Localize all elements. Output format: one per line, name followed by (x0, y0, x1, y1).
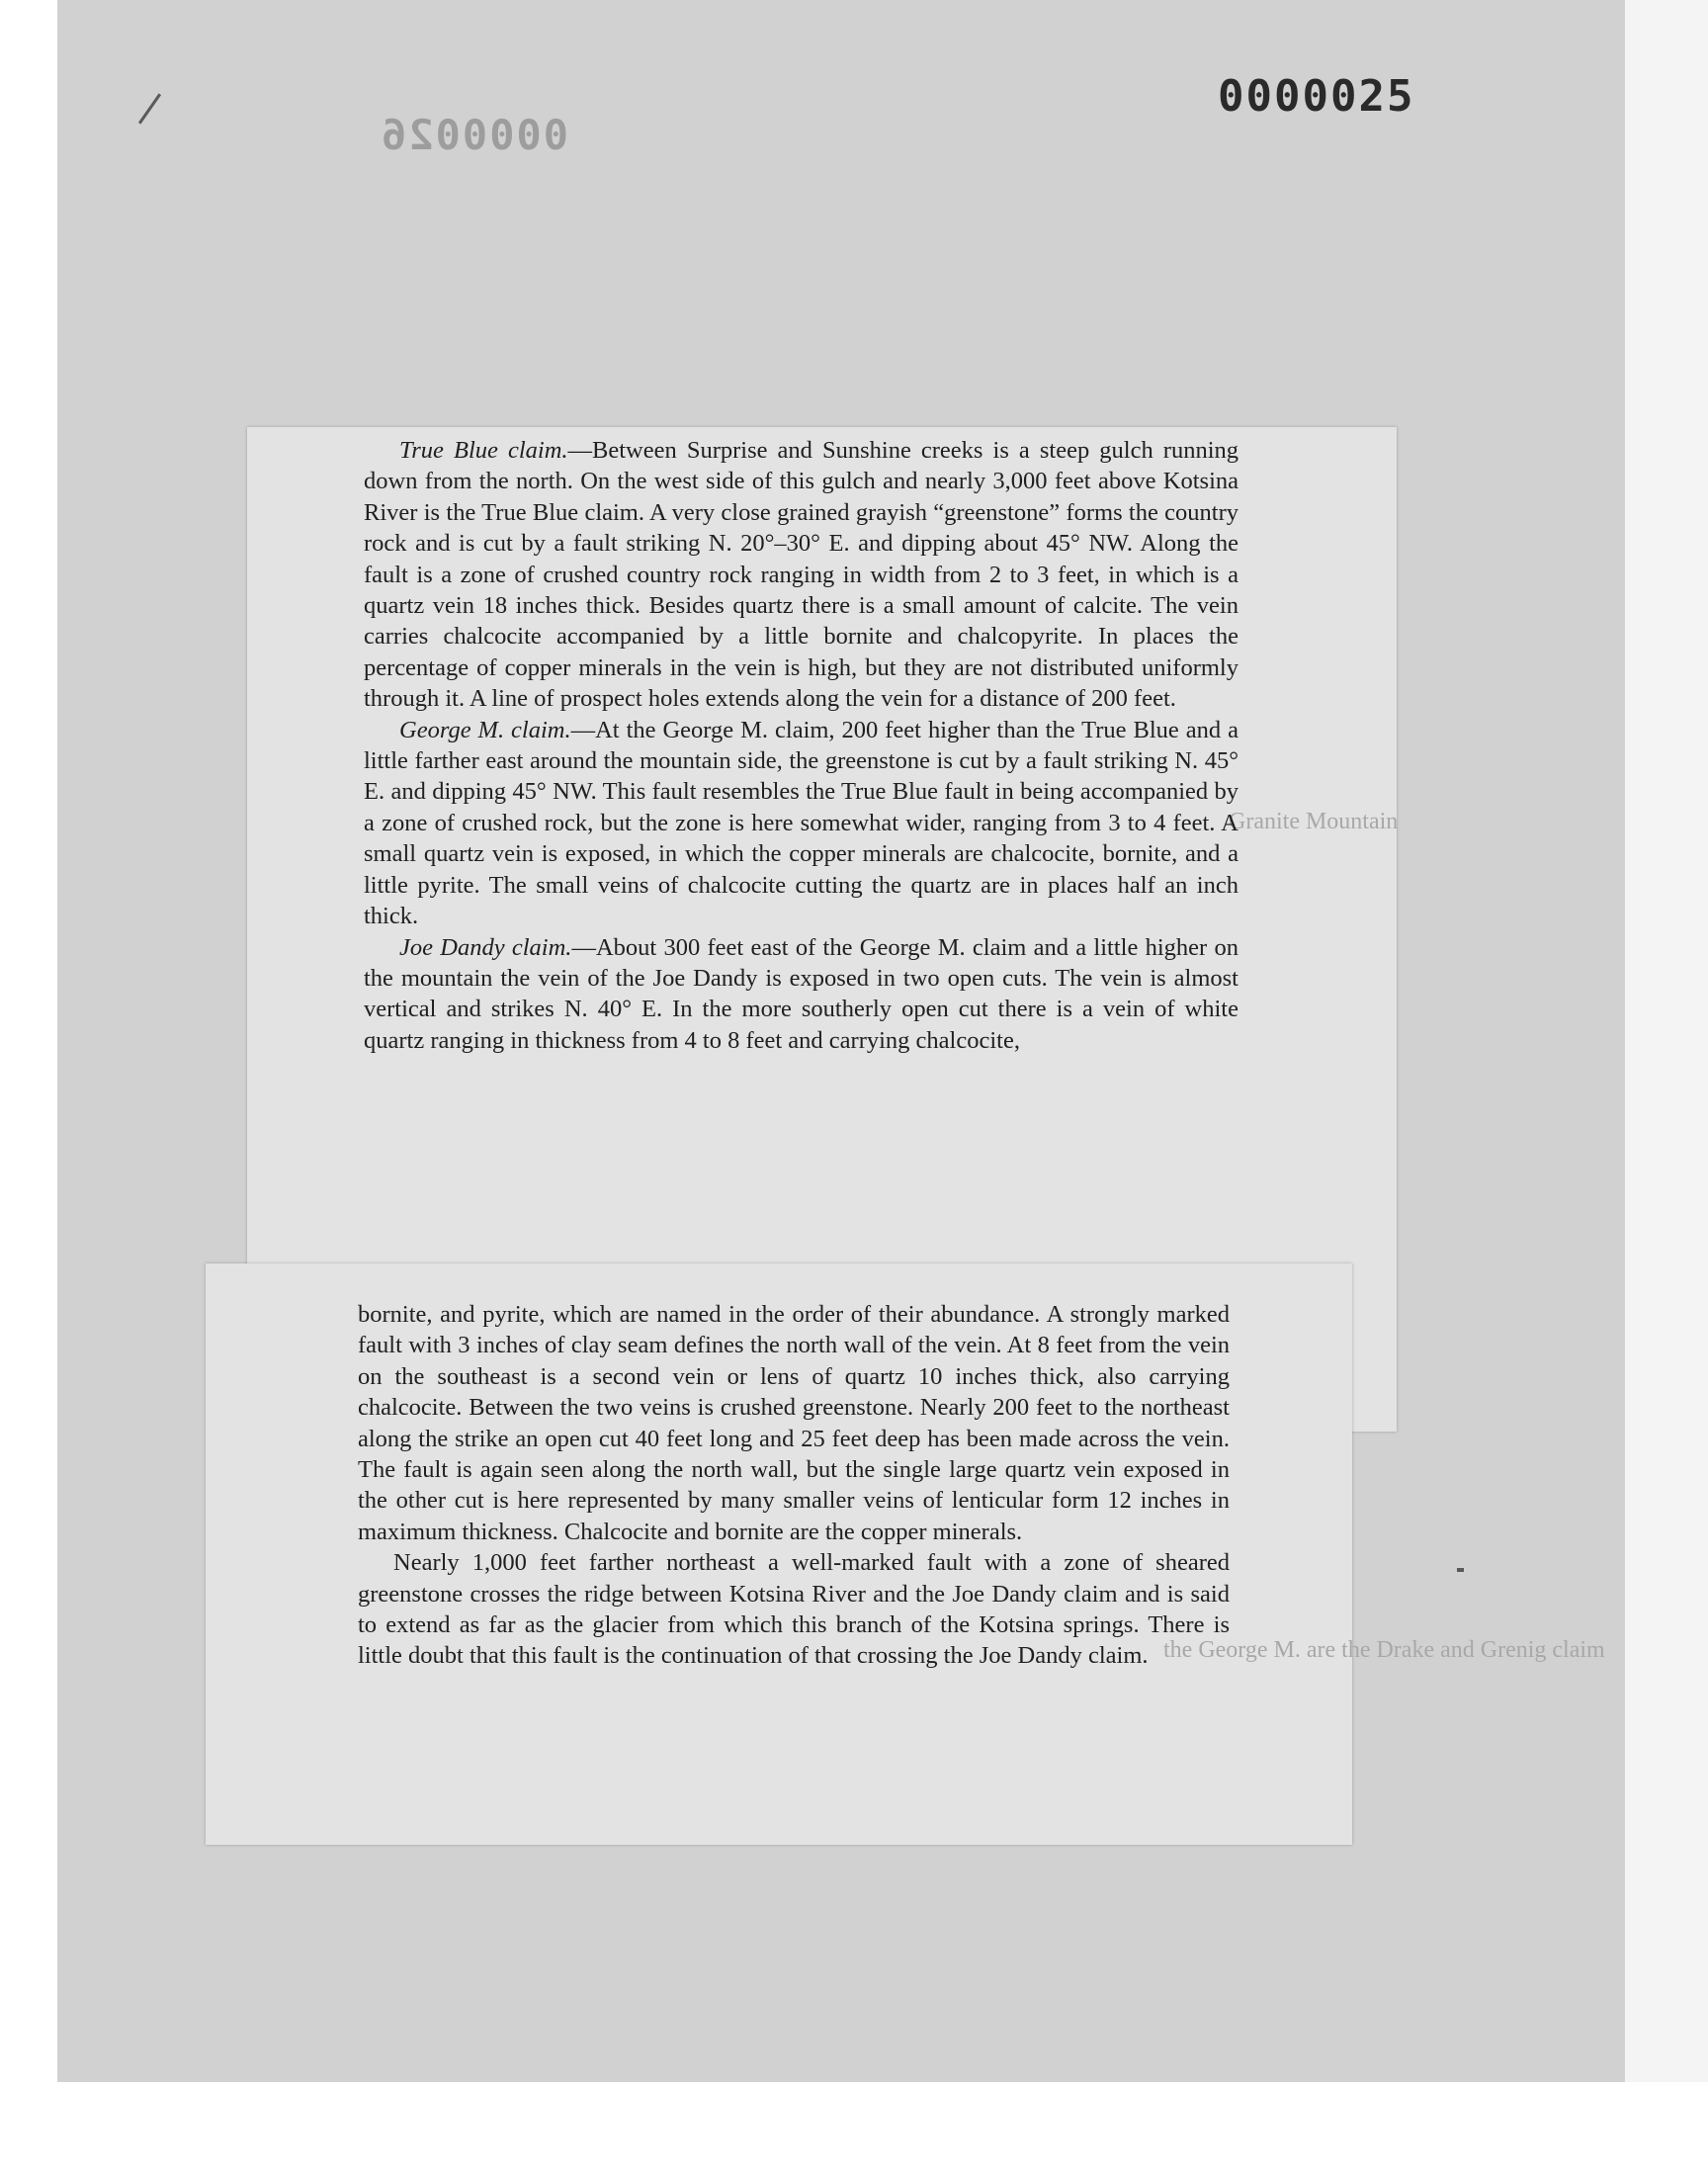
paragraph-title: Joe Dandy claim. (399, 933, 572, 961)
clipping-text-top (364, 435, 1238, 1056)
paragraph-body: —About 300 feet east of the George M. claim and a little higher on the mountain the vein of the Joe Dandy is exposed in two open cuts. The vein is almost vertical and strikes N. 40° E. In the more southerly open cut there is a vein of white quartz ranging in thickness from 4 to 8 feet and carrying chalcocite, (364, 933, 1238, 1054)
paragraph-final: Nearly 1,000 feet farther northeast a well-marked fault with a zone of sheared greenstone crosses the ridge between Kotsina River and the Joe Dandy claim and is said to extend as far as the glacier from which this branch of the Kotsina springs. There is little doubt that this fault is the continuation of that crossing the Joe Dandy claim. (358, 1549, 1230, 1670)
page-stamp-number: 0000025 (1218, 71, 1415, 122)
paragraph-continuation: bornite, and pyrite, which are named in the order of their abundance. A strongly marked fault with 3 inches of clay seam defines the north wall of the vein. At 8 feet from the vein on the southeast is a second vein or lens of quartz 10 inches thick, also carrying chalcocite. Between the two veins is crushed greenstone. Nearly 200 feet to the northeast along the strike an open cut 40 feet long and 25 feet deep has been made across the vein. The fault is again seen along the north wall, but the single large quartz vein exposed in the other cut is here represented by many smaller veins of lenticular form 12 inches in maximum thickness. Chalcocite and bornite are the copper minerals. (358, 1301, 1230, 1545)
paragraph-joe-dandy (364, 932, 1238, 1057)
bleed-through-text: Granite Mountain (1229, 809, 1399, 834)
pencil-mark (138, 93, 161, 124)
paragraph-title: George M. claim. (399, 716, 571, 743)
paragraph-body: —Between Surprise and Sunshine creeks is a steep gulch running down from the north. On the west side of this gulch and nearly 3,000 feet above Kotsina River is the True Blue claim. A very close grained grayish “greenstone” forms the country rock and is cut by a fault striking N. 20°–30° E. and dipping about 45° NW. Along the fault is a zone of crushed country rock ranging in width from 2 to 3 feet, in which is a quartz vein 18 inches thick. Besides quartz there is a small amount of calcite. The vein carries chalcocite accompanied by a little bornite and chalcopyrite. In places the percentage of copper minerals in the vein is high, but they are not distributed uniformly through it. A line of prospect holes extends along the vein for a distance of 200 feet. (364, 437, 1239, 713)
page-margin-strip (1625, 0, 1708, 2082)
paragraph-true-blue (364, 435, 1238, 715)
paragraph-title: True Blue claim. (399, 437, 568, 464)
ghost-stamp-number: 0000026 (380, 111, 569, 159)
paragraph-body: —At the George M. claim, 200 feet higher than the True Blue and a little farther east around the mountain side, the greenstone is cut by a fault striking N. 45° E. and dipping 45° NW. This fault resembles the True Blue fault in being accompanied by a zone of crushed rock, but the zone is here somewhat wider, ranging from 3 to 4 feet. A small quartz vein is exposed, in which the copper minerals are chalcocite, bornite, and a little pyrite. The small veins of chalcocite cutting the quartz are in places half an inch thick. (364, 716, 1238, 930)
clipping-text-bottom (358, 1299, 1230, 1672)
paragraph-george-m (364, 715, 1238, 932)
bleed-through-text: the George M. are the Drake and Grenig claim (1163, 1637, 1605, 1663)
dust-speck (1457, 1568, 1464, 1572)
